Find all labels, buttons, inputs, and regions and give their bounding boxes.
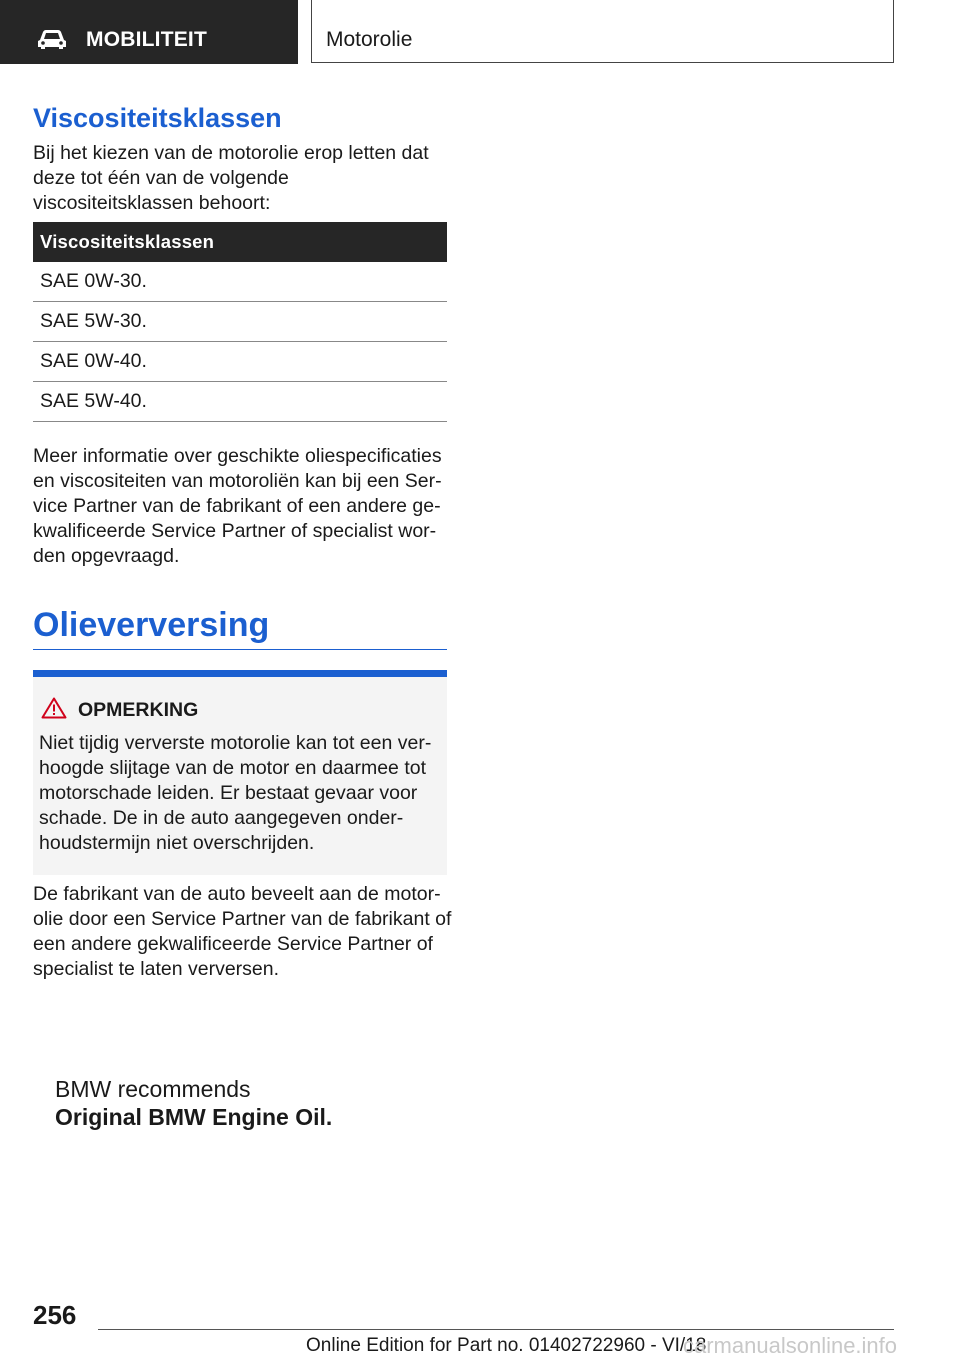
notice-title: OPMERKING <box>78 699 199 721</box>
edition-text: Online Edition for Part no. 01402722960 - VI/18 <box>306 1335 707 1356</box>
table-row <box>33 262 447 302</box>
viscosity-intro: Bij het kiezen van de motorolie erop letten dat deze tot één van de volgende viscositeitsklassen behoort: <box>33 142 429 214</box>
viscosity-heading: Viscositeitsklassen <box>33 103 282 133</box>
warning-triangle-icon <box>41 697 67 719</box>
table-cell: SAE 5W-30. <box>33 302 447 342</box>
watermark: carmanualsonline.info <box>683 1333 898 1358</box>
notice-text: Niet tijdig ververste motorolie kan tot een ver-hoogde slijtage van de motor en daarmee tot motorschade leiden. Er bestaat gevaar voor schade. De in de auto aangegeven onder-houdstermijn niet overschrijden. <box>39 732 432 854</box>
promo-line-1: BMW recommends <box>55 1076 251 1102</box>
subsection-label: Motorolie <box>326 28 413 51</box>
table-row <box>33 302 447 342</box>
section-tab <box>0 0 298 64</box>
section-label: MOBILITEIT <box>86 28 207 51</box>
page-number: 256 <box>33 1300 77 1330</box>
oil-change-body: De fabrikant van de auto beveelt aan de motor-olie door een Service Partner van de fabrikant of een andere gekwalificeerde Service Partner of specialist te laten verversen. <box>33 883 452 980</box>
more-info-paragraph: Meer informatie over geschikte oliespecificaties en viscositeiten van motoroliën kan bij een Ser-vice Partner van de fabrikant of een andere ge-kwalificeerde Service Partner of specialist wor-den opgevraagd. <box>33 445 442 567</box>
table-row <box>33 342 447 382</box>
promo-block <box>55 1075 332 1131</box>
notice-box <box>33 677 447 875</box>
car-icon <box>36 28 68 50</box>
oil-change-heading: Olieverversing <box>33 606 270 644</box>
notice-accent-bar <box>33 670 447 677</box>
table-row <box>33 382 447 422</box>
promo-line-2: Original BMW Engine Oil. <box>55 1104 333 1130</box>
table-header-row <box>33 222 447 262</box>
subsection-box <box>311 0 894 63</box>
footer-divider <box>98 1329 894 1330</box>
table-cell: SAE 0W-30. <box>33 262 447 302</box>
table-cell: SAE 5W-40. <box>33 382 447 422</box>
viscosity-table <box>33 222 447 422</box>
table-header-cell: Viscositeitsklassen <box>33 222 447 262</box>
table-cell: SAE 0W-40. <box>33 342 447 382</box>
heading-divider <box>33 649 447 650</box>
